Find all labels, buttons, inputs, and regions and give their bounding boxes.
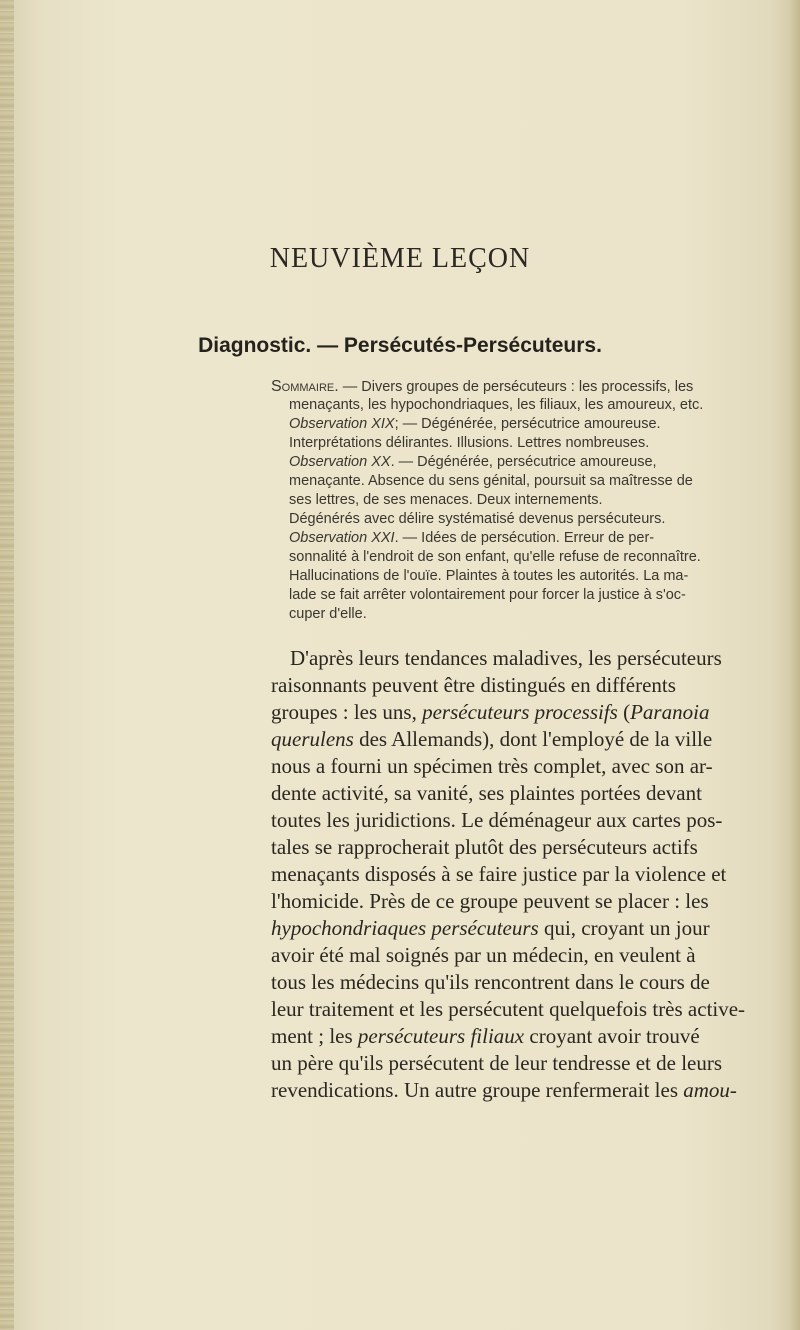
summary-line: sonnalité à l'endroit de son enfant, qu'elle refuse de reconnaître. (289, 549, 701, 565)
body-line: tales se rapprocherait plutôt des persécuteurs actifs (271, 835, 698, 859)
body-line: l'homicide. Près de ce groupe peuvent se placer : les (271, 889, 709, 913)
page-right-edge (790, 0, 800, 1330)
body-line: dente activité, sa vanité, ses plaintes portées devant (271, 781, 702, 805)
body-line: menaçants disposés à se faire justice par la violence et (271, 862, 727, 886)
summary-line: menaçante. Absence du sens génital, poursuit sa maîtresse de (289, 473, 693, 489)
body-line: tous les médecins qu'ils rencontrent dans le cours de (271, 970, 710, 994)
body-line: nous a fourni un spécimen très complet, avec son ar- (271, 754, 713, 778)
body-line: revendications. Un autre groupe renfermerait les amou- (271, 1078, 737, 1102)
summary-line: menaçants, les hypochondriaques, les filiaux, les amoureux, etc. (289, 397, 704, 413)
summary-line: cuper d'elle. (289, 606, 367, 622)
body-line: ment ; les persécuteurs filiaux croyant avoir trouvé (271, 1024, 700, 1048)
body-line: leur traitement et les persécutent quelquefois très active- (271, 997, 746, 1021)
summary-line: lade se fait arrêter volontairement pour forcer la justice à s'oc- (289, 587, 686, 603)
body-line: raisonnants peuvent être distingués en différents (271, 673, 676, 697)
chapter-title: NEUVIÈME LEÇON (269, 243, 531, 274)
summary-line: Observation XXI. — Idées de persécution. Erreur de per- (289, 530, 655, 546)
body-line: groupes : les uns, persécuteurs processifs (Paranoia (271, 700, 710, 724)
summary-line: ses lettres, de ses menaces. Deux internements. (289, 492, 603, 508)
lesson-subtitle: Diagnostic. — Persécutés-Persécuteurs. (198, 334, 602, 357)
summary-line: Observation XIX; — Dégénérée, persécutrice amoureuse. (289, 416, 661, 432)
body-line: querulens des Allemands), dont l'employé de la ville (271, 727, 713, 751)
body-line: avoir été mal soignés par un médecin, en veulent à (271, 943, 696, 967)
body-line: un père qu'ils persécutent de leur tendresse et de leurs (271, 1051, 723, 1075)
body-line: D'après leurs tendances maladives, les persécuteurs (290, 646, 722, 670)
summary-line: Observation XX. — Dégénérée, persécutrice amoureuse, (289, 454, 657, 470)
page-left-edge (0, 0, 14, 1330)
summary-line: Hallucinations de l'ouïe. Plaintes à toutes les autorités. La ma- (289, 568, 689, 584)
body-line: toutes les juridictions. Le déménageur aux cartes pos- (271, 808, 723, 832)
summary-line: Dégénérés avec délire systématisé devenus persécuteurs. (289, 511, 666, 527)
body-line: hypochondriaques persécuteurs qui, croyant un jour (271, 916, 710, 940)
summary-line: Sommaire. — Divers groupes de persécuteurs : les processifs, les (271, 378, 694, 395)
summary-label: Sommaire. (271, 378, 339, 395)
summary-line: Interprétations délirantes. Illusions. Lettres nombreuses. (289, 435, 650, 451)
